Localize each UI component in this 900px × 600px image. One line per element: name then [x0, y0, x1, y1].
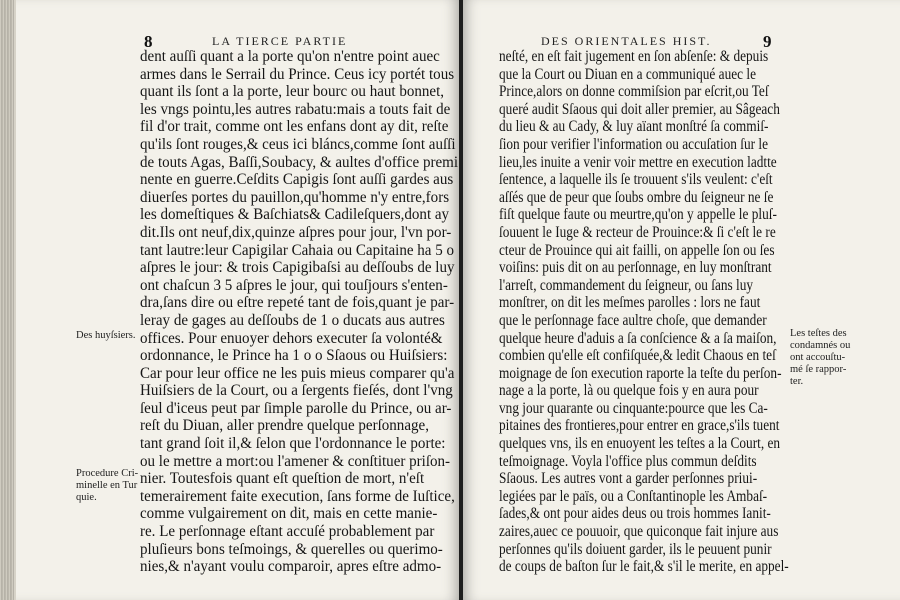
text-line: armes dans le Serrail du Prince. Ceus icy portét tous	[140, 65, 455, 83]
text-line: reſt du Diuan, aller prendre quelque perſonnage,	[140, 417, 429, 435]
text-line: perſonnes qu'ils doiuent garder, ils le peuuent punir	[499, 540, 772, 558]
text-line: les vngs pointu,les autres rabatu:mais a touts fait de	[140, 100, 451, 118]
text-line: lieu,les inuite a venir voir mettre en execution ladtte	[499, 153, 777, 171]
text-line: fiſt quelque faute ou meurtre,qu'on y appelle le pluſ-	[499, 206, 777, 224]
text-line: que la Court ou Diuan en a communiqué auec le	[499, 65, 757, 83]
text-line: leray de gages au deſſoubs de 1 o ducats aus autres	[140, 311, 445, 329]
text-line: legiées par le païs, ou a Conſtantinople les Ambaſ-	[499, 487, 768, 505]
text-line: voiſins: puis dit on au perſonnage, en luy monſtrant	[499, 259, 772, 277]
text-line: aſpres le jour: & trois Capigibaſsi au deſſoubs de luy	[140, 259, 455, 277]
text-line: combien qu'elle eſt confiſquée,& ledit Chaous en teſ	[499, 347, 776, 365]
margin-note-procedure	[76, 468, 138, 504]
text-line: l'arreſt, commandement du ſeigneur, ou ſans luy	[499, 276, 754, 294]
text-line: quelques vns, ils en enuoyent les teſtes a la Court, en	[499, 435, 781, 453]
margin-note-line: condamnés ou	[790, 340, 851, 351]
text-line: ordonnance, le Prince ha 1 o o Sſaous ou Huiſsiers:	[140, 347, 448, 365]
text-line: dent auſſi quant a la porte qu'on n'entre point auec	[140, 48, 440, 65]
text-line: quant ils ſont a la porte, leur bourc ou haut bonnet,	[140, 83, 445, 101]
text-line: pitaines des frontieres,pour entrer en grace,s'ils tuent	[499, 417, 780, 435]
text-line: offices. Pour enuoyer dehors executer ſa volonté&	[140, 329, 443, 347]
left-page	[14, 0, 459, 600]
text-line: neſté, en eſt fait jugement en ſon abſenſe: & depuis	[499, 48, 769, 65]
text-line: ou le mettre a mort:ou l'amener & conſtituer priſon-	[140, 452, 451, 470]
text-line: comme vulgairement on dit, mais en cette manie-	[140, 505, 438, 523]
margin-note-line: Les teſtes des	[790, 328, 847, 339]
text-line: Car pour leur office ne les puis mieus comparer qu'a	[140, 364, 455, 382]
right-body-text	[499, 48, 843, 576]
text-line: nier. Toutesfois quant eſt queſtion de mort, n'eſt	[140, 470, 425, 488]
text-line: quelque heure d'aduis a ſa conſcience & a ſa maiſon,	[499, 329, 777, 347]
text-line: ont chaſcun 3 5 aſpres le jour, qui touſjours s'enten-	[140, 276, 448, 294]
text-line: zaires,auec ce pouuoir, que quiconque fait injure aus	[499, 523, 779, 541]
text-line: Prince,alors on donne commiſsion par eſcrit,ou Teſ	[499, 83, 769, 101]
text-line: fil d'or trait, comme ont les enfans dont ay dit, reſte	[140, 118, 449, 136]
right-page-number: 9	[763, 32, 772, 51]
text-line: tant lautre:leur Capigilar Cahaia ou Capitaine ha 5 o	[140, 241, 455, 259]
text-line: nage a la porte, là ou quelque fois y en aura pour	[499, 382, 759, 400]
text-line: temerairement faite execution, ſans forme de Iuſtice,	[140, 487, 455, 505]
margin-note-line: quie.	[76, 492, 97, 503]
text-line: monſtrer, on dit les meſmes parolles : lors ne faut	[499, 294, 761, 312]
text-line: tant grand ſoit il,& ſelon que l'ordonnance le porte:	[140, 435, 446, 453]
margin-note-line: minelle en Tur	[76, 480, 138, 491]
right-page	[463, 0, 900, 600]
text-line: Huiſsiers de la Court, ou a ſergents fieſés, dont l'vng	[140, 382, 453, 400]
text-line: de touts Agas, Baſſi,Soubacy, & aultes d'office premi	[140, 153, 459, 171]
text-line: nente en guerre.Ceſdits Capigis ſont auſſi gardes aus	[140, 171, 454, 189]
margin-note-huissiers	[76, 330, 136, 342]
text-line: cteur de Prouince qui ait failli, on appelle ſon ou ſes	[499, 241, 775, 259]
text-line: re. Le perſonnage eſtant accuſé probablement par	[140, 523, 435, 541]
text-line: les domeſtiques & Baſchiats& Cadileſquers,dont ay	[140, 206, 450, 224]
text-line: Sſaous. Les autres vont a garder perſonnes priui-	[499, 470, 758, 488]
left-running-head: LA TIERCE PARTIE	[212, 34, 348, 48]
margin-note-line: ont accouſtu-	[790, 352, 846, 363]
text-line: aſſés que de peur que ſoubs ombre du ſeigneur ne ſe	[499, 188, 774, 206]
text-line: queré audit Sſaous qui doit aller premier, au Sâgeach	[499, 100, 780, 118]
page-edges	[0, 0, 14, 600]
margin-note-line: ter.	[790, 376, 804, 387]
text-line: que le perſonnage face aultre choſe, que demander	[499, 311, 767, 329]
text-line: ſouuent le Iuge & recteur de Prouince:& ſi c'eſt le re	[499, 223, 776, 241]
margin-note-line: Procedure Cri-	[76, 468, 139, 479]
margin-note-line: Des huyſsiers.	[76, 330, 136, 341]
text-line: ſentence, a laquelle ils ſe trouuent s'ils veulent: c'eſt	[499, 171, 773, 189]
text-line: de coups de baſton ſur le fait,& s'il le merite, en appel-	[499, 558, 789, 576]
right-running-head: DES ORIENTALES HIST.	[541, 34, 712, 48]
text-line: teſmoignage. Voyla l'office plus commun deſdits	[499, 452, 757, 470]
text-line: qu'ils ſont rouges,& ceus ici bláncs,comme ſont auſſi	[140, 135, 456, 153]
text-line: ſion pour verifier l'information ou accuſation ſur le	[499, 135, 769, 153]
text-line: du lieu & au Cady, & luy aïant monſtré ſa commiſ-	[499, 118, 769, 136]
text-line: ſades,& ont pour aides deus ou trois hommes Ianit-	[499, 505, 771, 523]
text-line: moignage de ſon execution raporte la teſte du perſon-	[499, 364, 782, 382]
text-line: vng jour quarante ou cinquante:pource que les Ca-	[499, 399, 768, 417]
margin-note-teste	[790, 328, 850, 388]
left-page-number: 8	[144, 32, 153, 51]
text-line: ſeul d'iceus peut par ſimple parolle du Prince, ou ar-	[140, 399, 452, 417]
text-line: pluſieurs bons teſmoings, & querelles ou querimo-	[140, 540, 443, 558]
text-line: dra,ſans dire ou eſtre repeté tant de fois,quant je par-	[140, 294, 455, 312]
left-body-text	[140, 48, 474, 576]
text-line: diuerſes portes du pauillon,qu'homme n'y entre,fors	[140, 188, 450, 206]
text-line: nies,& n'ayant voulu comparoir, apres eſtre admo-	[140, 558, 442, 576]
text-line: dit.Ils ont neuf,dix,quinze aſpres pour jour, l'vn por-	[140, 223, 452, 241]
margin-note-line: mé ſe rappor-	[790, 364, 847, 375]
